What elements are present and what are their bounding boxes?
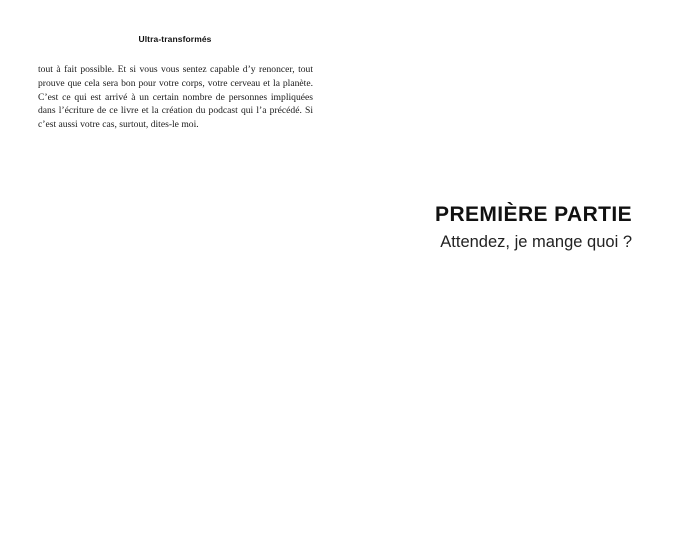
part-title: PREMIÈRE PARTIE	[435, 203, 632, 226]
body-paragraph: tout à fait possible. Et si vous vous sentez capable d’y renoncer, tout prouve que cela sera bon pour votre corps, votre cerveau et la planète. C’est ce qui est arrivé à un certain nombre de personnes impliquées dans l’écriture de ce livre et la création du podcast qui l’a précédé. Si c’est aussi votre cas, surtout, dites-le moi.	[38, 64, 313, 131]
running-header: Ultra-transformés	[138, 34, 212, 44]
part-subtitle: Attendez, je mange quoi ?	[440, 233, 632, 251]
right-page	[350, 0, 700, 538]
